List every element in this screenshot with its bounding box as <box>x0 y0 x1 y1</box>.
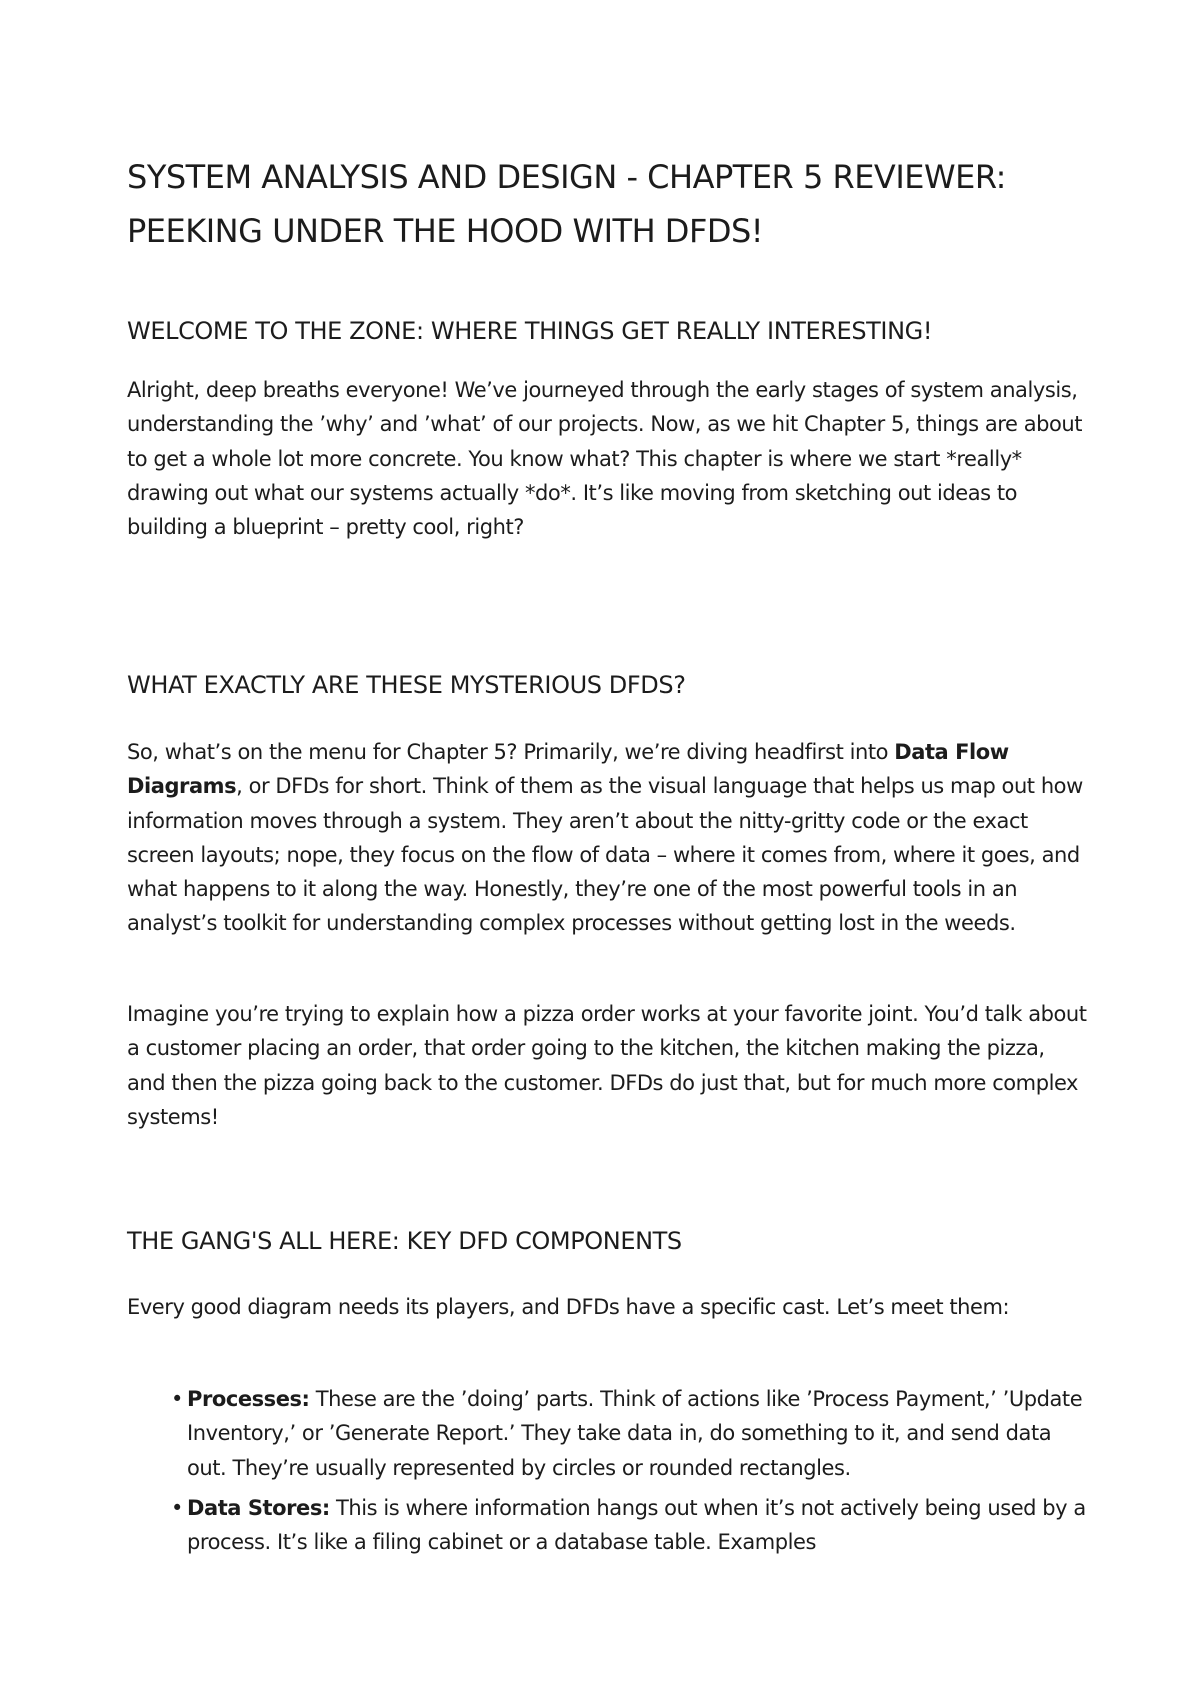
title-line-1: SYSTEM ANALYSIS AND DESIGN - CHAPTER 5 REVIEWER: <box>127 158 1006 196</box>
section-heading-components: THE GANG'S ALL HERE: KEY DFD COMPONENTS <box>127 1227 682 1255</box>
paragraph-pizza-example: Imagine you’re trying to explain how a pizza order works at your favorite joint. You’d talk about a customer placing an order, that order going to the kitchen, the kitchen making the pizza, and then the pizza going back to the customer. DFDs do just that, but for much more complex systems! <box>127 1002 1087 1129</box>
section-heading-dfds: WHAT EXACTLY ARE THESE MYSTERIOUS DFDS? <box>127 671 686 699</box>
paragraph-dfds-intro-start: So, what’s on the menu for Chapter 5? Primarily, we’re diving headfirst into <box>127 740 895 764</box>
list-item-data-stores <box>127 1491 1087 1560</box>
bullet-icon: • <box>171 1495 183 1520</box>
list-item-processes <box>127 1382 1087 1485</box>
term-processes: Processes: <box>187 1387 310 1411</box>
section-heading-welcome: WELCOME TO THE ZONE: WHERE THINGS GET REALLY INTERESTING! <box>127 317 933 345</box>
description-data-stores: This is where information hangs out when it’s not actively being used by a process. It’s like a filing cabinet or a database table. Examples <box>187 1495 1086 1555</box>
paragraph-dfds-intro-rest: , or DFDs for short. Think of them as the visual language that helps us map out how information moves through a system. They aren’t about the nitty-gritty code or the exact screen layouts; nope, they focus on the flow of data – where it comes from, where it goes, and what happens to it along the way. Honestly, they’re one of the most powerful tools in an analyst’s toolkit for understanding complex processes without getting lost in the weeds. <box>127 774 1083 936</box>
components-list <box>127 1382 1087 1565</box>
bullet-icon: • <box>171 1387 183 1411</box>
term-data-flow-diagrams: Data Flow Diagrams <box>127 740 1009 799</box>
document-title <box>127 150 1087 258</box>
description-processes: These are the ’doing’ parts. Think of actions like ’Process Payment,’ ’Update Inventory,’ or ’Generate Report.’ They take data in, do something to it, and send data out. They’re usually represented by circles or rounded rectangles. <box>187 1387 1083 1480</box>
paragraph-components-intro: Every good diagram needs its players, and DFDs have a specific cast. Let’s meet them: <box>127 1295 1010 1319</box>
title-line-2: PEEKING UNDER THE HOOD WITH DFDS! <box>127 212 764 250</box>
paragraph-welcome: Alright, deep breaths everyone! We’ve journeyed through the early stages of system analysis, understanding the ’why’ and ’what’ of our projects. Now, as we hit Chapter 5, things are about to get a whole lot more concrete. You know what? This chapter is where we start *really* drawing out what our systems actually *do*. It’s like moving from sketching out ideas to building a blueprint – pretty cool, right? <box>127 378 1083 540</box>
paragraph-dfds-intro <box>127 735 1087 941</box>
term-data-stores: Data Stores: <box>187 1495 330 1520</box>
